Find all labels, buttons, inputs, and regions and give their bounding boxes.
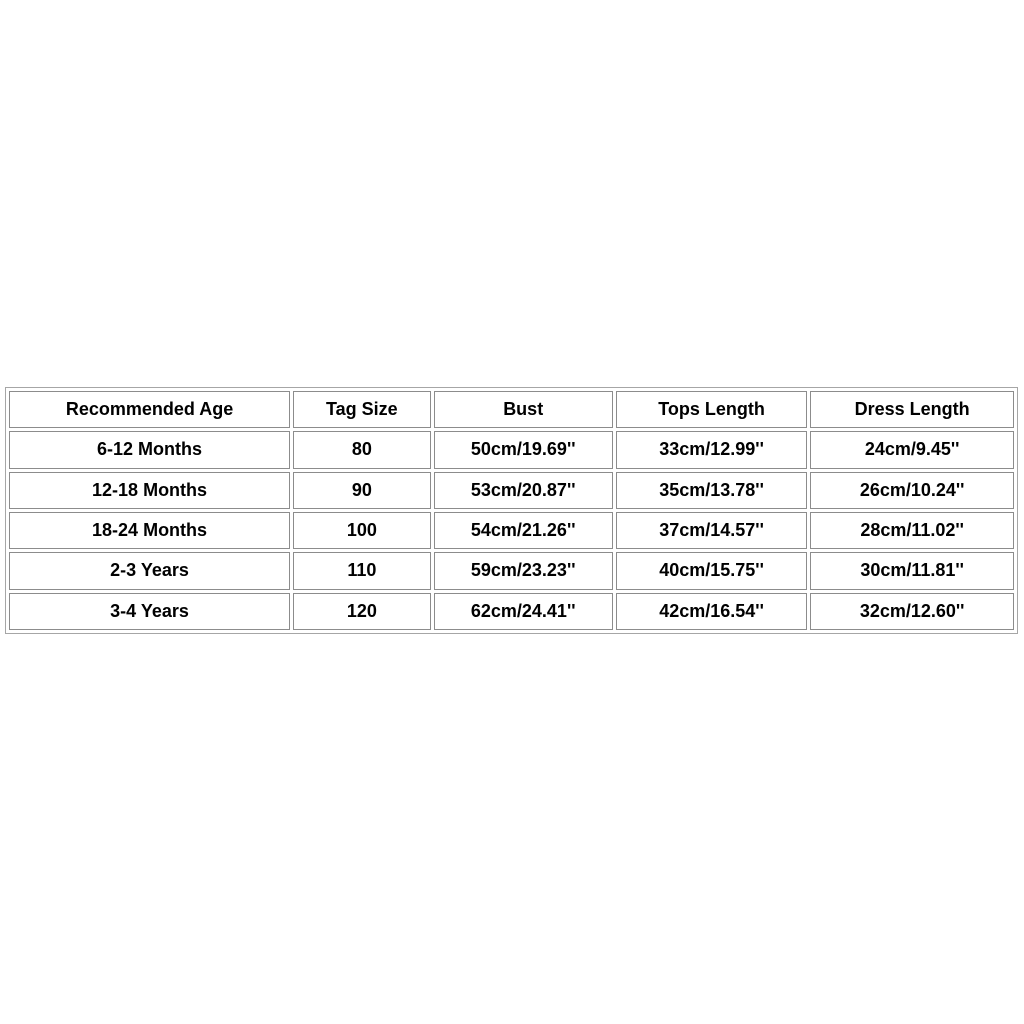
cell-recommended-age: 2-3 Years xyxy=(9,552,290,589)
cell-tag-size: 90 xyxy=(293,472,430,509)
cell-tag-size: 80 xyxy=(293,431,430,468)
cell-tops-length: 42cm/16.54'' xyxy=(616,593,807,630)
cell-bust: 54cm/21.26'' xyxy=(434,512,613,549)
cell-tag-size: 120 xyxy=(293,593,430,630)
cell-bust: 53cm/20.87'' xyxy=(434,472,613,509)
cell-dress-length: 28cm/11.02'' xyxy=(810,512,1014,549)
size-chart-table xyxy=(5,387,1018,634)
cell-tops-length: 33cm/12.99'' xyxy=(616,431,807,468)
cell-tops-length: 35cm/13.78'' xyxy=(616,472,807,509)
cell-bust: 59cm/23.23'' xyxy=(434,552,613,589)
cell-recommended-age: 18-24 Months xyxy=(9,512,290,549)
cell-tops-length: 37cm/14.57'' xyxy=(616,512,807,549)
cell-tops-length: 40cm/15.75'' xyxy=(616,552,807,589)
header-recommended-age: Recommended Age xyxy=(9,391,290,428)
table-row xyxy=(9,431,1014,468)
cell-dress-length: 32cm/12.60'' xyxy=(810,593,1014,630)
cell-tag-size: 100 xyxy=(293,512,430,549)
header-dress-length: Dress Length xyxy=(810,391,1014,428)
header-tag-size: Tag Size xyxy=(293,391,430,428)
cell-dress-length: 30cm/11.81'' xyxy=(810,552,1014,589)
cell-dress-length: 26cm/10.24'' xyxy=(810,472,1014,509)
cell-bust: 50cm/19.69'' xyxy=(434,431,613,468)
cell-recommended-age: 12-18 Months xyxy=(9,472,290,509)
cell-tag-size: 110 xyxy=(293,552,430,589)
table-row xyxy=(9,552,1014,589)
table-row xyxy=(9,593,1014,630)
table-row xyxy=(9,472,1014,509)
header-bust: Bust xyxy=(434,391,613,428)
cell-recommended-age: 3-4 Years xyxy=(9,593,290,630)
cell-recommended-age: 6-12 Months xyxy=(9,431,290,468)
cell-dress-length: 24cm/9.45'' xyxy=(810,431,1014,468)
table-header-row xyxy=(9,391,1014,428)
cell-bust: 62cm/24.41'' xyxy=(434,593,613,630)
header-tops-length: Tops Length xyxy=(616,391,807,428)
table-row xyxy=(9,512,1014,549)
